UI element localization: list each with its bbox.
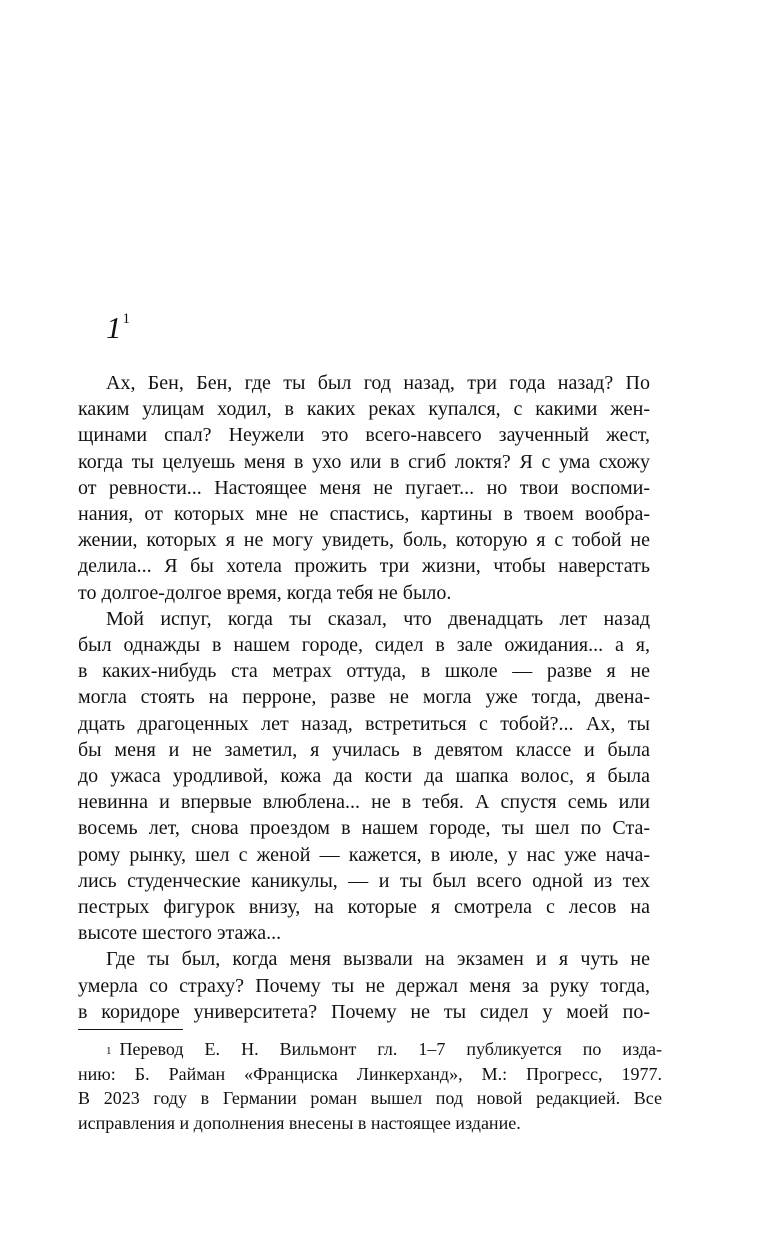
footnote [78, 1037, 662, 1135]
text-line: Где ты был, когда меня вызвали на экзамен и я чуть не [106, 948, 650, 971]
text-line: в каких-нибудь ста метрах оттуда, в школе — разве я не [78, 660, 650, 683]
text-line: могла стоять на перроне, разве не могла уже тогда, двена- [78, 686, 650, 709]
chapter-number [106, 312, 130, 343]
chapter-body [78, 370, 650, 1025]
text-line: до ужаса уродливой, кожа да кости да шапка волос, я была [78, 765, 650, 788]
paragraph-3 [78, 946, 650, 1025]
text-line: восемь лет, снова проездом в нашем городе, ты шел по Ста- [78, 817, 650, 840]
text-line: делила... Я бы хотела прожить три жизни, чтобы наверстать [78, 555, 650, 578]
text-line: пестрых фигурок внизу, на которые я смотрела с лесов на [78, 896, 650, 919]
text-line: когда ты целуешь меня в ухо или в сгиб локтя? Я с ума схожу [78, 450, 650, 473]
text-line: каким улицам ходил, в каких реках купался, с какими жен- [78, 398, 650, 421]
text-line: рому рынку, шел с женой — кажется, в июле, у нас уже нача- [78, 843, 650, 866]
footnote-line [78, 1037, 662, 1062]
text-line: высоте шестого этажа... [78, 922, 282, 945]
paragraph-2 [78, 606, 650, 947]
text-line: нания, от которых мне не спастись, картины в твоем вообра- [78, 503, 650, 526]
footnote-line: В 2023 году в Германии роман вышел под новой редакцией. Все [78, 1088, 662, 1108]
text-line: Мой испуг, когда ты сказал, что двенадцать лет назад [106, 607, 650, 630]
text-line: Ах, Бен, Бен, где ты был год назад, три года назад? По [106, 372, 650, 394]
text-line: щинами спал? Неужели это всего-навсего заученный жест, [78, 424, 650, 447]
text-line: бы меня и не заметил, я училась в девятом классе и была [78, 738, 650, 761]
text-line: то долгое-долгое время, когда тебя не было. [78, 581, 452, 604]
footnote-mark: 1 [106, 1045, 112, 1057]
text-line: дцать драгоценных лет назад, встретиться с тобой?... Ах, ты [78, 712, 650, 735]
footnote-divider [78, 1029, 183, 1030]
footnote-line: нию: Б. Райман «Франциска Линкерханд», М.: Прогресс, 1977. [78, 1063, 662, 1084]
text-line: умерла со страху? Почему ты не держал меня за руку тогда, [78, 974, 650, 997]
text-line: лись студенческие каникулы, — и ты был всего одной из тех [78, 869, 650, 892]
text-line: невинна и впервые влюблена... не в тебя. А спустя семь или [78, 791, 650, 814]
footnote-reference-mark: 1 [122, 311, 130, 327]
text-line: от ревности... Настоящее меня не пугает... но твои воспоми- [78, 476, 650, 499]
footnote-line-text: Перевод Е. Н. Вильмонт гл. 1–7 публикуется по изда- [119, 1039, 662, 1059]
footnote-line: исправления и дополнения внесены в настоящее издание. [78, 1112, 521, 1133]
text-line: жении, которых я не могу увидеть, боль, которую я с тобой не [78, 529, 650, 552]
chapter-number-text: 1 [106, 310, 122, 345]
text-line: был однажды в нашем городе, сидел в зале ожидания... а я, [78, 634, 650, 657]
paragraph-1 [78, 370, 650, 606]
text-line: в коридоре университета? Почему не ты сидел у моей по- [78, 1000, 650, 1023]
